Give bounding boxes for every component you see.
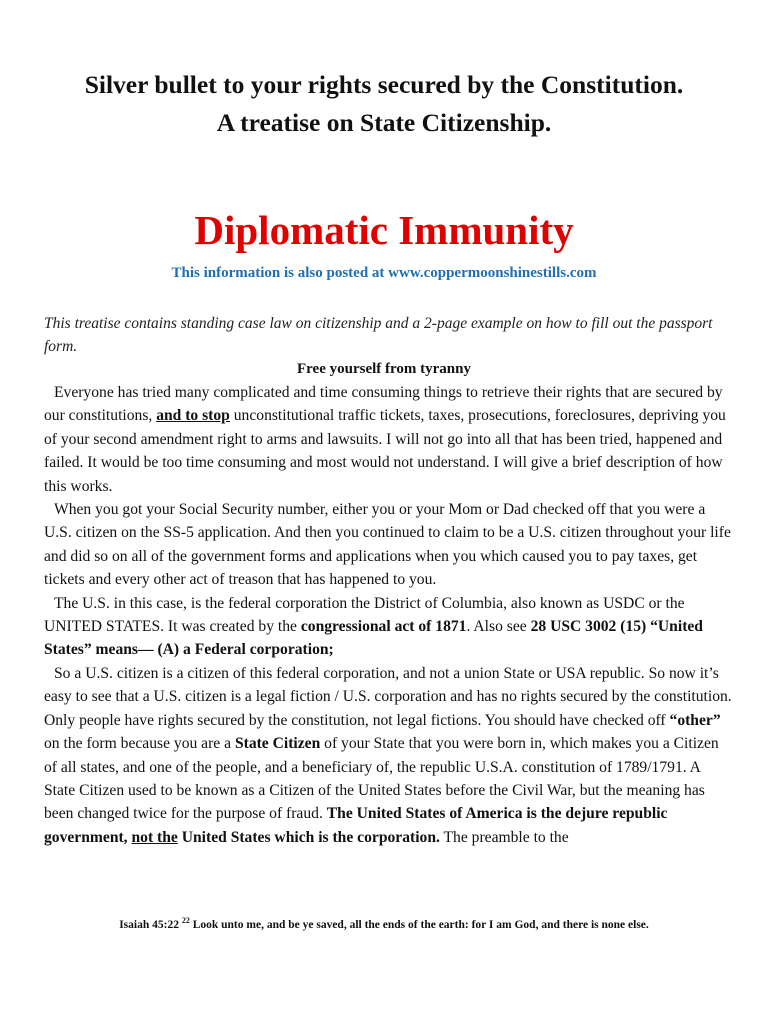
p3-emphasis-usc: 28 USC 3002 (15) “United States” means— (A) a Federal corporation; xyxy=(44,618,703,659)
page-footer xyxy=(52,912,716,938)
p4-emphasis-other: “other” xyxy=(669,711,721,729)
p4-text-cont2: of your State that you were born in, which makes you a Citizen of all states, and one of the people, and a beneficiary of, the republic U.S.A. constitution of 1789/1791. A State Citizen used to be known as a Citizen of the United States before the Civil War, but the meaning has been changed twice for the purpose of fraud. xyxy=(44,735,719,823)
p3-text-cont: . Also see xyxy=(466,618,531,636)
footer-reference: Isaiah 45:22 xyxy=(119,919,179,931)
p4-emphasis-dejure: The United States of America is the dejure republic government, xyxy=(44,805,668,846)
document-title xyxy=(0,66,768,142)
body-text xyxy=(44,381,734,849)
footer-verse-number: 22 xyxy=(181,916,190,926)
p4-text-end: The preamble to the xyxy=(439,828,569,846)
p1-text-cont: unconstitutional traffic tickets, taxes, prosecutions, foreclosures, depriving you of your second amendment right to arms and lawsuits. I will not go into all that has been tried, happened and failed. It would be too time consuming and most would not understand. I will give a brief description of how this works. xyxy=(44,407,726,495)
p4-emphasis-not-the: not the xyxy=(131,828,178,846)
p3-text: The U.S. in this case, is the federal corporation the District of Columbia, also known as USDC or the UNITED STATES. It was created by the xyxy=(44,594,685,636)
paragraph-1 xyxy=(44,381,734,498)
p3-emphasis-act: congressional act of 1871 xyxy=(300,618,467,636)
footer-verse-text: Look unto me, and be ye saved, all the ends of the earth: for I am God, and there is none else. xyxy=(192,919,649,931)
paragraph-4 xyxy=(44,662,734,849)
main-heading: Diplomatic Immunity xyxy=(194,207,574,253)
paragraph-3 xyxy=(44,592,734,662)
p4-text: So a U.S. citizen is a citizen of this federal corporation, and not a union State or USA republic. So now it’s easy to see that a U.S. citizen is a legal fiction / U.S. corporation and has no rights secured by the constitution. Only people have rights secured by the constitution, not legal fictions. You should have checked off xyxy=(44,664,732,729)
title-line-2: A treatise on State Citizenship. xyxy=(216,108,552,137)
p4-emphasis-corporation: United States which is the corporation. xyxy=(177,828,440,846)
p1-emphasis: and to stop xyxy=(156,407,230,425)
intro-text: This treatise contains standing case law on citizenship and a 2-page example on how to fill out the passport form. xyxy=(44,315,713,355)
p4-text-cont: on the form because you are a xyxy=(44,735,235,753)
p1-text: Everyone has tried many complicated and time consuming things to retrieve their rights that are secured by our constitutions, xyxy=(44,384,723,425)
title-line-1: Silver bullet to your rights secured by the Constitution. xyxy=(84,70,684,99)
paragraph-2: When you got your Social Security number, either you or your Mom or Dad checked off that you were a U.S. citizen on the SS-5 application. And then you continued to claim to be a U.S. citizen throughout your life and did so on all of the government forms and applications when you which caused you to pay taxes, get tickets and every other act of treason that has happened to you. xyxy=(44,501,731,589)
section-subheading: Free yourself from tyranny xyxy=(297,361,471,377)
website-notice: This information is also posted at www.coppermoonshinestills.com xyxy=(171,265,597,281)
p4-emphasis-state-citizen: State Citizen xyxy=(234,735,321,753)
